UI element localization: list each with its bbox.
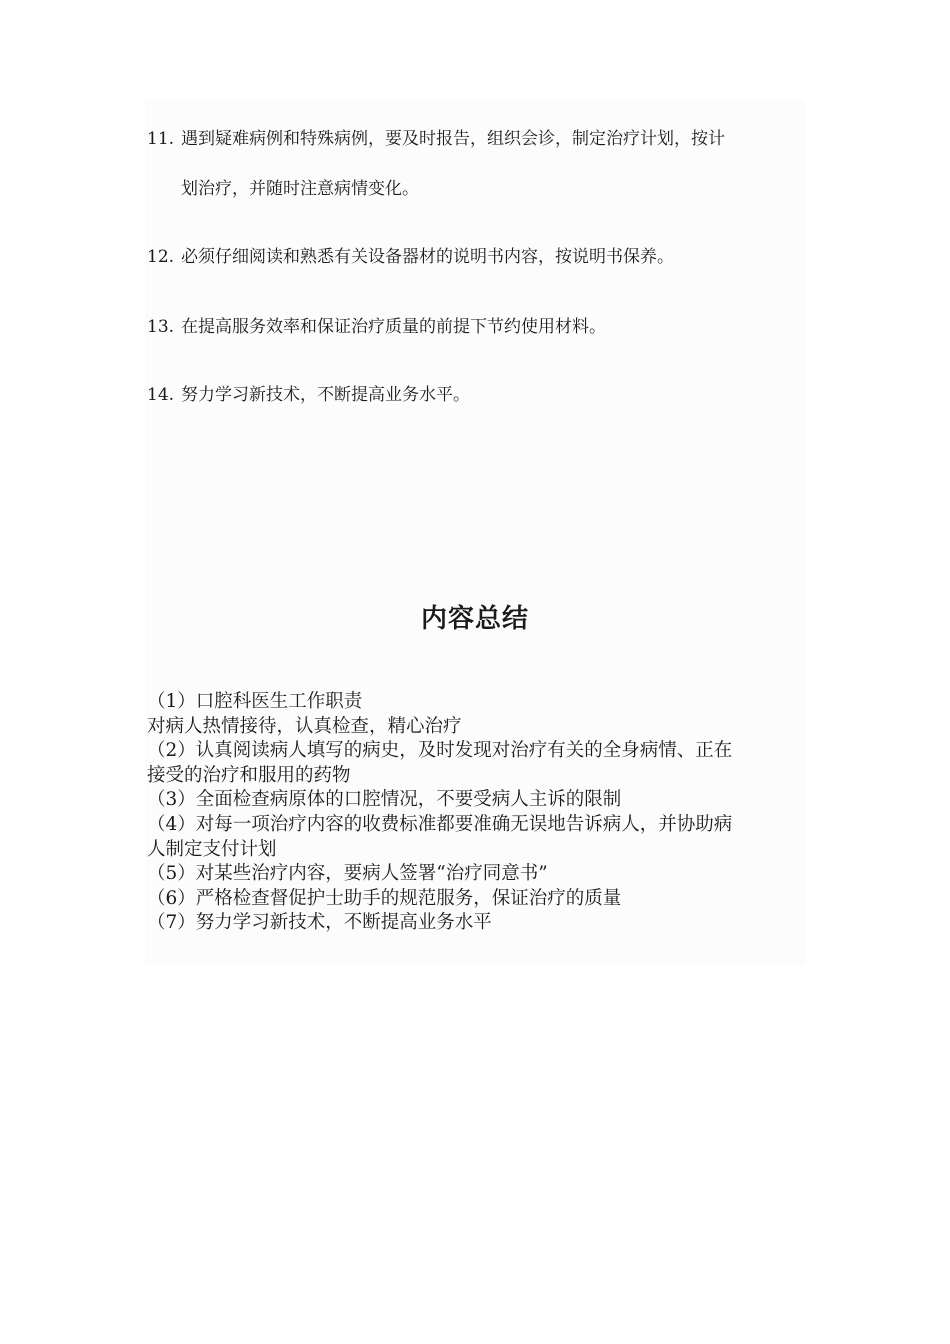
summary-title: 内容总结 — [420, 604, 529, 634]
summary-line: （7）努力学习新技术，不断提高业务水平 — [147, 912, 492, 934]
item-text: 在提高服务效率和保证治疗质量的前提下节约使用材料。 — [181, 317, 606, 337]
summary-line: 接受的治疗和服用的药物 — [147, 764, 351, 786]
list-item — [147, 128, 807, 150]
summary-list — [147, 690, 807, 936]
summary-line: （6）严格检查督促护士助手的规范服务，保证治疗的质量 — [147, 887, 622, 909]
summary-line: （3）全面检查病原体的口腔情况，不要受病人主诉的限制 — [147, 789, 622, 811]
item-text: 努力学习新技术，不断提高业务水平。 — [181, 385, 470, 405]
list-item — [147, 246, 807, 268]
summary-line: 人制定支付计划 — [147, 838, 277, 860]
summary-line: （2）认真阅读病人填写的病史，及时发现对治疗有关的全身病情、正在 — [147, 740, 733, 762]
item-number: 12. — [147, 247, 175, 267]
item-continuation: 划治疗，并随时注意病情变化。 — [181, 179, 419, 199]
item-number: 14. — [147, 385, 175, 405]
item-text: 遇到疑难病例和特殊病例，要及时报告，组织会诊，制定治疗计划，按计 — [181, 129, 725, 149]
summary-line: （4）对每一项治疗内容的收费标准都要准确无误地告诉病人，并协助病 — [147, 813, 733, 835]
summary-line: （1）口腔科医生工作职责 — [147, 691, 363, 712]
summary-line: 对病人热情接待，认真检查，精心治疗 — [147, 715, 462, 737]
list-item — [147, 316, 807, 338]
list-item — [147, 384, 807, 406]
item-number: 11. — [147, 129, 175, 149]
summary-line: （5）对某些治疗内容，要病人签署“治疗同意书” — [147, 863, 548, 885]
item-number: 13. — [147, 317, 175, 337]
item-text: 必须仔细阅读和熟悉有关设备器材的说明书内容，按说明书保养。 — [181, 247, 674, 267]
